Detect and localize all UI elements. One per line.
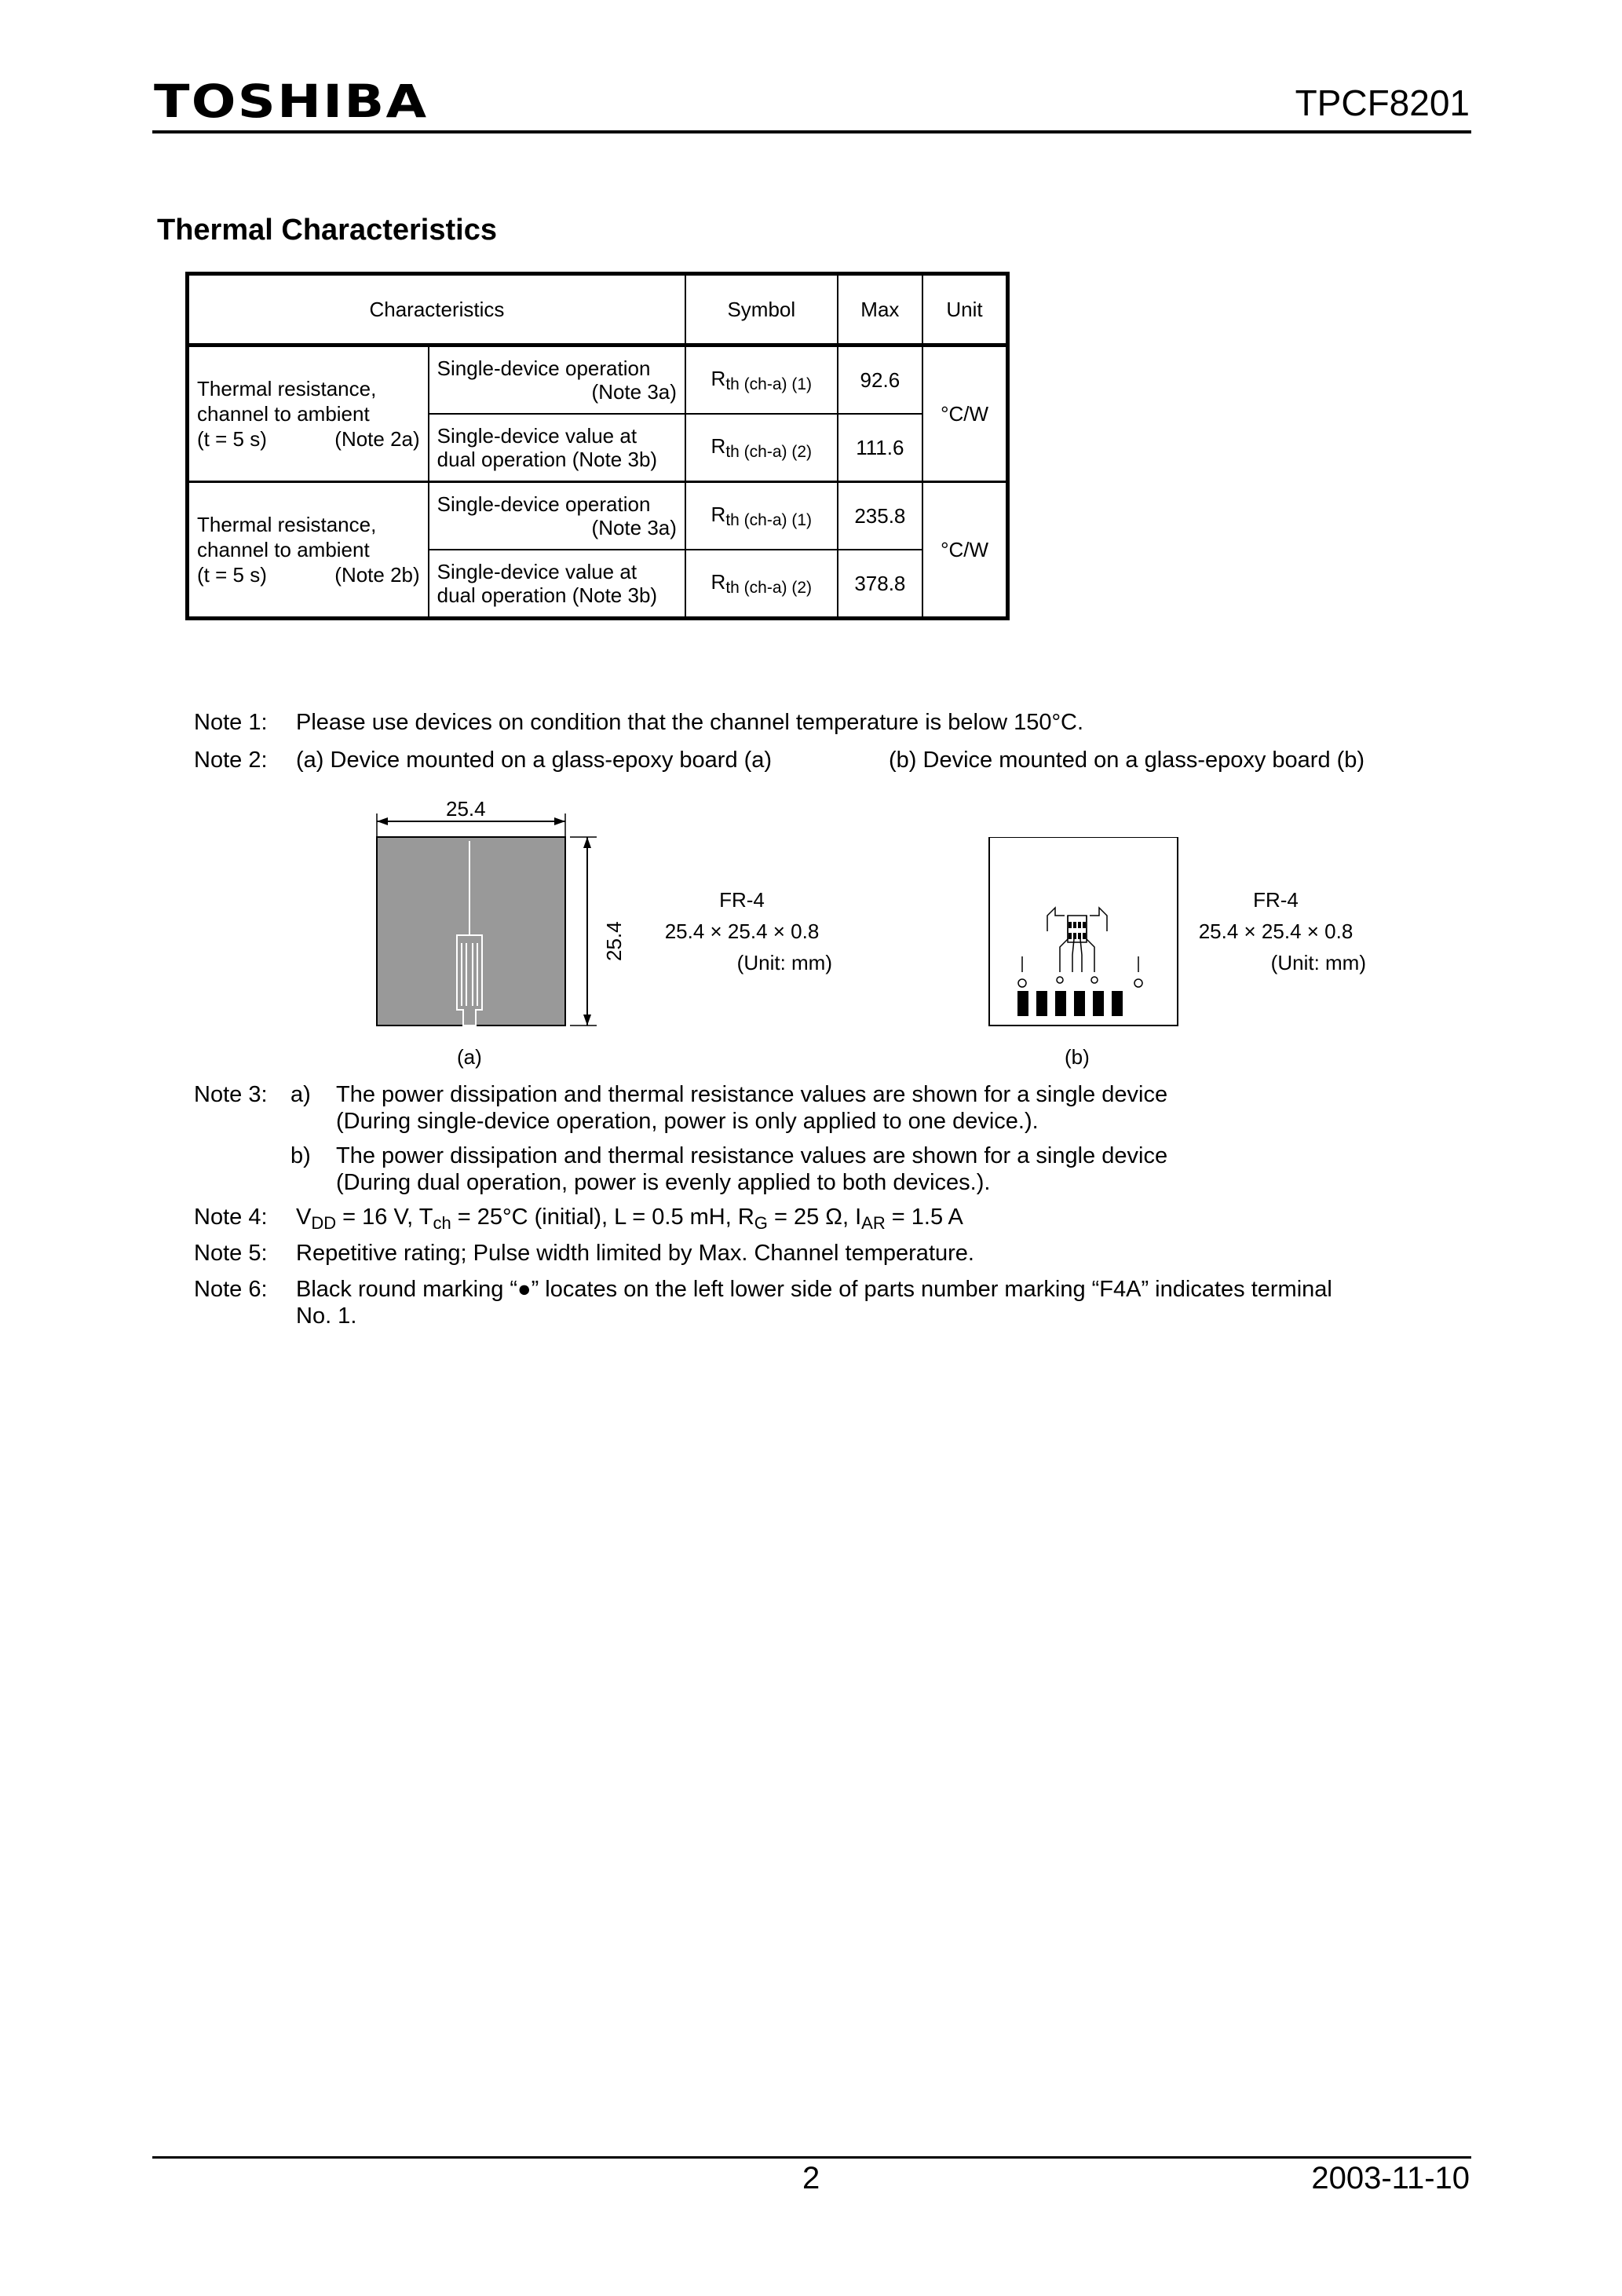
board-b-caption: (b): [1065, 1045, 1090, 1069]
part-number: TPCF8201: [1295, 82, 1470, 123]
board-a-unit: (Unit: mm): [736, 951, 832, 974]
table-row: [188, 482, 1008, 550]
max-cell: 378.8: [838, 550, 922, 619]
brand-logo: TOSHIBA: [154, 75, 429, 128]
header-symbol: Symbol: [685, 274, 838, 345]
char-note: (Note 2b): [334, 563, 420, 587]
cond-line2: (Note 3a): [591, 380, 677, 404]
header-rule: [152, 130, 1471, 133]
note4-label: Note 4:: [194, 1205, 268, 1230]
board-a-material: FR-4: [719, 888, 765, 912]
footer-date: 2003-11-10: [1311, 2161, 1470, 2195]
header-max: Max: [838, 274, 922, 345]
board-a-width: 25.4: [446, 797, 486, 821]
cond-cell: [429, 414, 685, 482]
char-line2: channel to ambient: [197, 538, 370, 561]
cond-cell: [429, 550, 685, 619]
char-line1: Thermal resistance,: [197, 513, 377, 536]
unit-cell: °C/W: [922, 482, 1007, 619]
board-b-size: 25.4 × 25.4 × 0.8: [1198, 919, 1353, 943]
note3-b-line2: (During dual operation, power is evenly applied to both devices.).: [336, 1170, 991, 1195]
board-b-specs: [1185, 884, 1366, 978]
board-a-size: 25.4 × 25.4 × 0.8: [664, 919, 820, 943]
note2-b: (b) Device mounted on a glass-epoxy board (b): [889, 748, 1365, 773]
note3-b-line1: The power dissipation and thermal resistance values are shown for a single device: [336, 1143, 1168, 1168]
cond-line1: Single-device value at: [437, 424, 637, 448]
note6-line2: No. 1.: [296, 1303, 357, 1329]
board-a-height: 25.4: [602, 921, 626, 961]
note3-label: Note 3:: [194, 1082, 268, 1107]
table-header-row: [188, 274, 1008, 345]
max-cell: 92.6: [838, 345, 922, 415]
unit-cell: °C/W: [922, 345, 1007, 482]
board-a-caption: (a): [457, 1045, 482, 1069]
symbol-cell: $R_{th (ch-a) (2)}$: [685, 550, 838, 619]
footer-rule: [152, 2156, 1471, 2159]
table-row: [188, 345, 1008, 415]
note3-a-line2: (During single-device operation, power is only applied to one device.).: [336, 1109, 1039, 1134]
max-cell: 235.8: [838, 482, 922, 550]
board-b-material: FR-4: [1253, 888, 1299, 912]
char-cell: [188, 345, 429, 482]
max-cell: 111.6: [838, 414, 922, 482]
board-b-drawing: [981, 837, 1185, 1033]
cond-line2: dual operation (Note 3b): [437, 448, 658, 471]
cond-line1: Single-device operation: [437, 492, 651, 516]
cond-line2: dual operation (Note 3b): [437, 583, 658, 607]
note6-label: Note 6:: [194, 1277, 268, 1302]
note5-text: Repetitive rating; Pulse width limited by Max. Channel temperature.: [296, 1241, 974, 1266]
board-b-unit: (Unit: mm): [1270, 951, 1366, 974]
char-cell: [188, 482, 429, 619]
note1-text: Please use devices on condition that the channel temperature is below 150°C.: [296, 710, 1084, 735]
note4-text: $V_{DD} = 16$ V, $T_{ch} = 25^\circ C$ (initial), L = 0.5 mH, $R_G = 25$ Ω, $I_{AR} = 1.5$ A: [296, 1205, 963, 1233]
header-characteristics: Characteristics: [188, 274, 685, 345]
symbol-cell: $R_{th (ch-a) (1)}$: [685, 345, 838, 415]
thermal-table: [185, 272, 1010, 620]
cond-line1: Single-device operation: [437, 356, 651, 380]
note2-a: (a) Device mounted on a glass-epoxy board (a): [296, 748, 773, 773]
note3-a-mark: a): [290, 1082, 311, 1107]
char-note: (Note 2a): [334, 427, 420, 451]
char-line2: channel to ambient: [197, 402, 370, 426]
board-a-specs: [652, 884, 832, 978]
note5-label: Note 5:: [194, 1241, 268, 1266]
char-cond: (t = 5 s): [197, 427, 267, 451]
page-number: 2: [802, 2161, 820, 2195]
note3-a-line1: The power dissipation and thermal resistance values are shown for a single device: [336, 1082, 1168, 1107]
note1-label: Note 1:: [194, 710, 268, 735]
note3-b-mark: b): [290, 1143, 311, 1168]
char-cond: (t = 5 s): [197, 563, 267, 587]
board-a-drawing: [369, 790, 605, 1041]
char-line1: Thermal resistance,: [197, 377, 377, 400]
symbol-cell: $R_{th (ch-a) (2)}$: [685, 414, 838, 482]
header-unit: Unit: [922, 274, 1007, 345]
cond-cell: [429, 345, 685, 415]
note6-line1: Black round marking “●” locates on the left lower side of parts number marking “F4A” indicates terminal: [296, 1277, 1332, 1302]
note2-label: Note 2:: [194, 748, 268, 773]
section-title: Thermal Characteristics: [157, 214, 497, 247]
cond-line1: Single-device value at: [437, 560, 637, 583]
cond-line2: (Note 3a): [591, 516, 677, 539]
symbol-cell: $R_{th (ch-a) (1)}$: [685, 482, 838, 550]
cond-cell: [429, 482, 685, 550]
